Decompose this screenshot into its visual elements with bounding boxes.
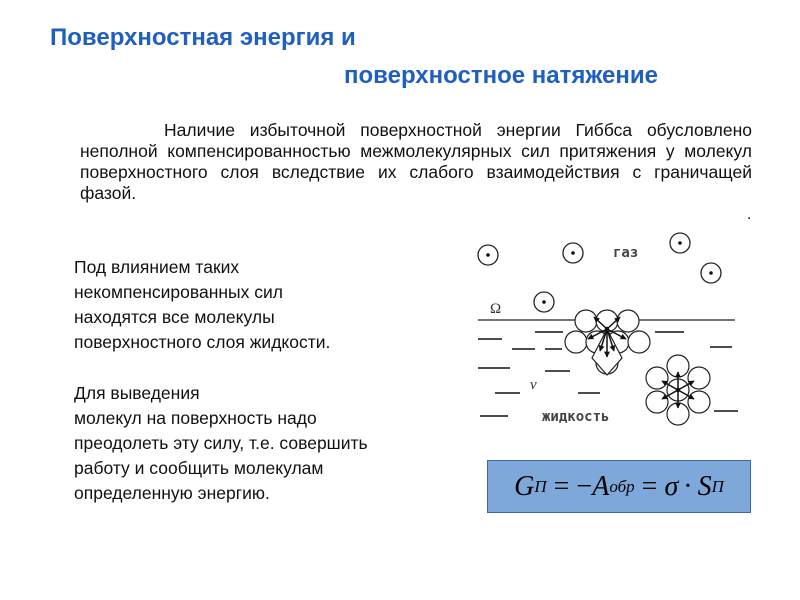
omega-label: Ω <box>490 301 502 317</box>
formula-s: S <box>697 470 712 502</box>
surface-molecule <box>605 327 609 331</box>
surface-energy-formula <box>487 460 751 513</box>
molecule-diagram <box>470 225 760 440</box>
paragraph-work-energy <box>74 381 464 506</box>
paragraph1-line: находятся все молекулы <box>74 307 275 327</box>
formula-minus: − <box>576 470 593 502</box>
formula-s-sub: П <box>711 476 724 496</box>
paragraph2-line: работу и сообщить молекулам <box>74 458 324 478</box>
formula-a: A <box>592 470 610 502</box>
gas-label: газ <box>613 245 639 261</box>
formula-g-sub: П <box>534 476 547 496</box>
paragraph1-line: некомпенсированных сил <box>74 282 283 302</box>
formula-equals-2: = <box>641 470 658 502</box>
paragraph1-line: Под влиянием таких <box>74 257 240 277</box>
paragraph2-line: определенную энергию. <box>74 483 270 503</box>
intro-mark: . <box>747 206 752 223</box>
formula-g: G <box>514 470 535 502</box>
title-line-2: поверхностное натяжение <box>344 62 658 89</box>
bulk-molecule-cluster <box>646 355 710 425</box>
paragraph-uncompensated-forces <box>74 255 464 355</box>
intro-paragraph: Наличие избыточной поверхностной энергии Гиббса обусловлено неполной компенсированностью межмолекулярных сил притяжения у молекул поверхностного слоя вследствие их слабого взаимодействия с граничащей фазой. <box>80 120 752 203</box>
nu-label: v <box>530 377 537 393</box>
formula-a-sub: обр <box>609 476 635 496</box>
formula-sigma: σ <box>664 470 679 502</box>
paragraph2-line: преодолеть эту силу, т.е. совершить <box>74 433 368 453</box>
paragraph2-line: молекул на поверхность надо <box>74 408 317 428</box>
bulk-molecule <box>676 388 680 392</box>
formula-dot: · <box>683 470 693 502</box>
surface-molecule-cluster <box>565 310 650 375</box>
gas-molecules <box>478 233 721 312</box>
liquid-label: жидкость <box>542 409 610 425</box>
paragraph2-line: Для выведения <box>74 383 200 403</box>
paragraph1-line: поверхностного слоя жидкости. <box>74 332 331 352</box>
formula-equals-1: = <box>553 470 570 502</box>
title-line-1: Поверхностная энергия и <box>50 24 356 51</box>
